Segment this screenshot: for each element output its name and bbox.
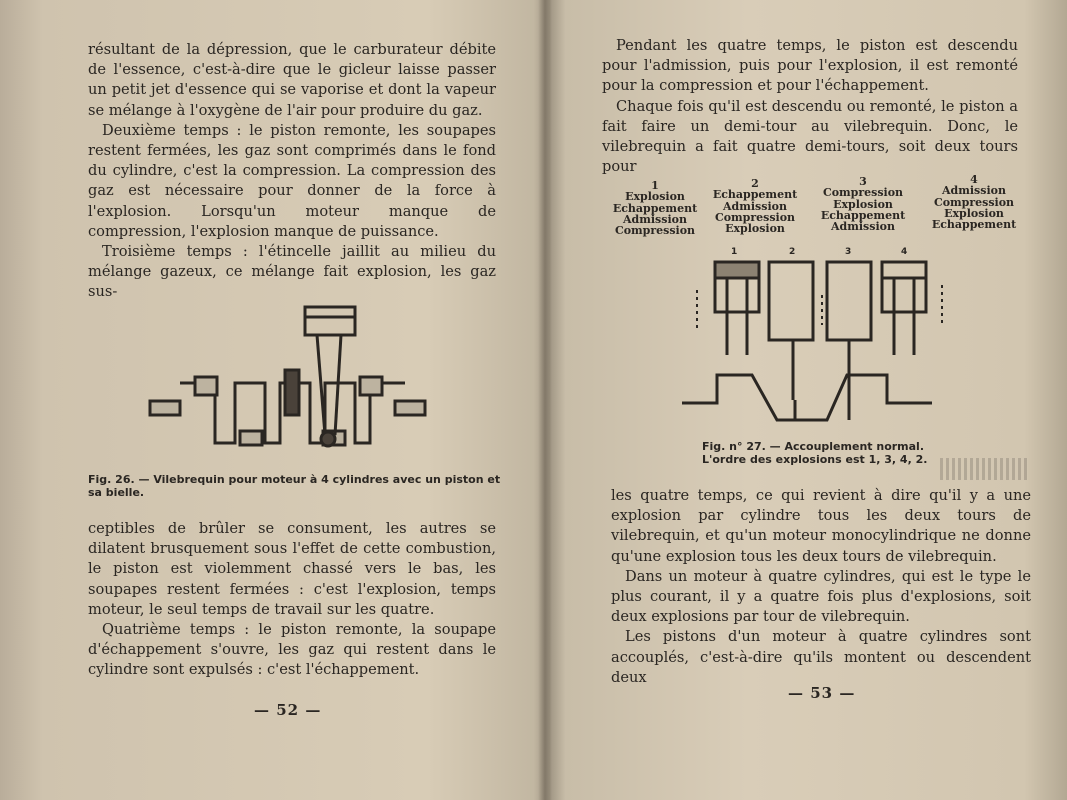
right-para-1: Pendant les quatre temps, le piston est descendu pour l'admission, puis pour l'explosion, il est remonté pour la compression et pour l'échappement. bbox=[602, 37, 1018, 95]
right-para-2: Chaque fois qu'il est descendu ou remonté, le piston a fait faire un demi-tour au vilebrequin. Donc, le vilebrequin a fait quatre demi-tours, soit deux tours pour bbox=[602, 97, 1018, 176]
right-para-5: Les pistons d'un moteur à quatre cylindres sont accouplés, c'est-à-dire qu'ils montent ou descendent deux bbox=[611, 628, 1031, 686]
cylinder-4-stroke: Compression bbox=[933, 195, 1015, 209]
fig27-caption-1: Fig. n° 27. — Accouplement normal. bbox=[702, 440, 925, 453]
cylinder-1-stroke: Explosion bbox=[625, 190, 685, 204]
svg-text:3: 3 bbox=[845, 247, 852, 257]
svg-text:4: 4 bbox=[901, 247, 908, 257]
left-page-number: — 52 — bbox=[254, 701, 322, 719]
cylinder-column-4 bbox=[929, 174, 1019, 230]
cylinder-3-number: 3 bbox=[859, 175, 867, 188]
cylinder-column-3 bbox=[820, 176, 906, 232]
right-page-number: — 53 — bbox=[788, 684, 856, 702]
cylinder-1-stroke: Echappement bbox=[612, 201, 698, 215]
cylinder-1-stroke: Compression bbox=[614, 224, 696, 238]
cylinder-4-stroke: Explosion bbox=[944, 206, 1004, 220]
fig27-caption-2: L'ordre des explosions est 1, 3, 4, 2. bbox=[702, 453, 928, 466]
right-page bbox=[552, 0, 1067, 800]
cylinder-3-stroke: Explosion bbox=[833, 197, 893, 211]
left-para-1: résultant de la dépression, que le carburateur débite de l'essence, c'est-à-dire que le gicleur laisse passer un petit jet d'essence qui se vaporise et dont la vapeur se mélange à l'oxygène de l'air pour produire du gaz. bbox=[88, 41, 496, 119]
left-para-3: Troisième temps : l'étincelle jaillit au milieu du mélange gazeux, ce mélange fait explosion, les gaz sus- bbox=[88, 243, 496, 301]
left-text-top bbox=[88, 40, 496, 303]
right-para-4: Dans un moteur à quatre cylindres, qui est le type le plus courant, il y a quatre fois plus d'explosions, soit deux explosions par tour de vilebrequin. bbox=[611, 567, 1031, 626]
cylinder-3-stroke: Echappement bbox=[820, 208, 906, 222]
left-text-bottom bbox=[88, 519, 496, 681]
cylinder-4-stroke: Echappement bbox=[931, 218, 1017, 232]
cylinder-column-1 bbox=[612, 180, 698, 236]
left-para-4: ceptibles de brûler se consument, les autres se dilatent brusquement sous l'effet de cette combustion, le piston est violemment chassé vers le bas, les soupapes restent fermées : c'est l'explosion, temps moteur, le seul temps de travail sur les quatre. bbox=[88, 520, 496, 618]
cylinder-3-stroke: Admission bbox=[831, 220, 895, 234]
cylinder-4-stroke: Admission bbox=[942, 184, 1006, 198]
cylinder-4-number: 4 bbox=[970, 173, 978, 186]
cylinder-2-stroke: Echappement bbox=[712, 188, 798, 202]
cylinder-2-stroke: Compression bbox=[714, 210, 796, 224]
svg-text:1: 1 bbox=[731, 247, 738, 257]
right-para-3: les quatre temps, ce qui revient à dire qu'il y a une explosion par cylindre tous les deux tours de vilebrequin, et qu'un moteur monocylindrique ne donne qu'une explosion tous les deux tours de vilebrequin. bbox=[611, 487, 1031, 565]
print-smudge bbox=[940, 458, 1028, 480]
cylinder-2-stroke: Explosion bbox=[725, 222, 785, 236]
cylinder-2-stroke: Admission bbox=[723, 199, 787, 213]
right-text-top bbox=[602, 36, 1018, 177]
pistons-coupling-figure bbox=[677, 240, 997, 440]
left-para-5: Quatrième temps : le piston remonte, la soupape d'échappement s'ouvre, les gaz qui restent dans le cylindre sont expulsés : c'est l'échappement. bbox=[88, 621, 496, 679]
left-para-2: Deuxième temps : le piston remonte, les soupapes restent fermées, les gaz sont comprimés dans le fond du cylindre, c'est la compression. La compression des gaz est nécessaire pour donner de la force à l'explosion. Lorsqu'un moteur manque de compression, l'explosion manque de puissance. bbox=[88, 121, 496, 240]
book-gutter bbox=[538, 0, 552, 800]
right-text-bottom bbox=[611, 486, 1031, 688]
cylinder-2-number: 2 bbox=[751, 177, 759, 190]
cylinder-column-2 bbox=[712, 178, 798, 234]
cylinder-1-stroke: Admission bbox=[623, 212, 687, 226]
crankshaft-figure bbox=[145, 295, 445, 465]
cylinder-3-stroke: Compression bbox=[822, 186, 904, 200]
fig26-caption: Fig. 26. — Vilebrequin pour moteur à 4 cylindres avec un piston et sa bielle. bbox=[88, 473, 501, 499]
svg-text:2: 2 bbox=[789, 247, 796, 257]
cylinder-1-number: 1 bbox=[651, 179, 659, 192]
